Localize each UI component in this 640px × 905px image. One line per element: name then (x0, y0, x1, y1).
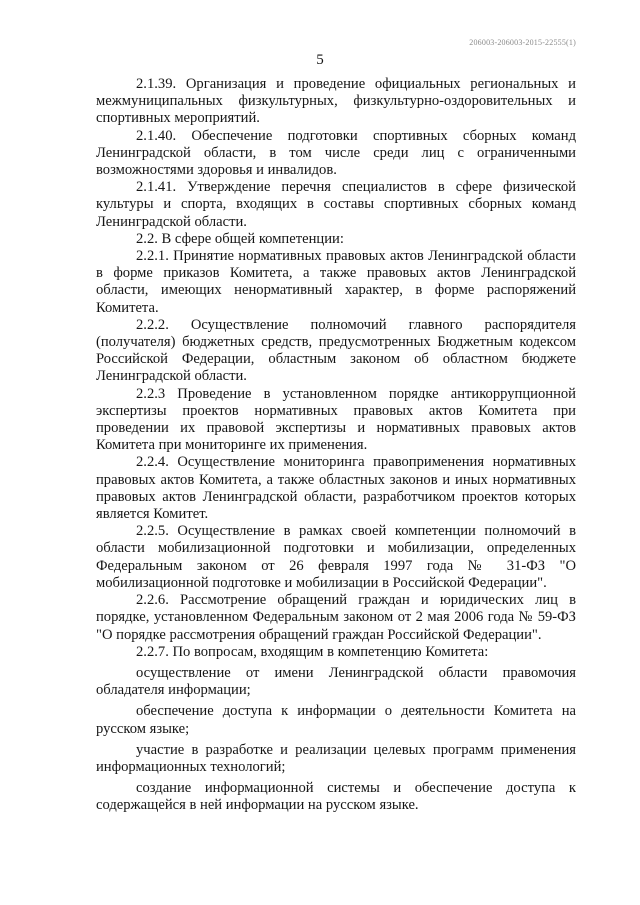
paragraph-2-2-5: 2.2.5. Осуществление в рамках своей компетенции полномочий в области мобилизационной подготовки и мобилизации, определенных Федеральным законом от 26 февраля 1997 года № 31-ФЗ "О мобилизационной подготовке и мобилизации в Российской Федерации". (96, 523, 576, 591)
paragraph-2-2-7: 2.2.7. По вопросам, входящим в компетенцию Комитета: (136, 643, 489, 660)
paragraph-2-1-39: 2.1.39. Организация и проведение официальных региональных и межмуниципальных физкультурных, физкультурно-оздоровительных и спортивных мероприятий. (96, 76, 576, 127)
list-item: создание информационной системы и обеспечение доступа к содержащейся в ней информации на русском языке. (96, 780, 576, 814)
paragraph-2-1-40: 2.1.40. Обеспечение подготовки спортивных сборных команд Ленинградской области, в том числе среди лиц с ограниченными возможностями здоровья и инвалидов. (96, 127, 576, 179)
list-item: обеспечение доступа к информации о деятельности Комитета на русском языке; (96, 703, 576, 737)
document-body (96, 76, 576, 817)
document-code: 206003-206003-2015-22555(1) (469, 38, 576, 47)
page-number: 5 (316, 52, 324, 68)
paragraph-2-2-4: 2.2.4. Осуществление мониторинга правоприменения нормативных правовых актов Комитета, а также областных законов и иных нормативных правовых актов Ленинградской области, разработчиком проектов которых является Комитет. (96, 454, 576, 523)
paragraph-2-2-2: 2.2.2. Осуществление полномочий главного распорядителя (получателя) бюджетных средств, предусмотренных Бюджетным кодексом Российской Федерации, областным законом об областном бюджете Ленинградской области. (96, 316, 576, 385)
paragraph-2-2-1: 2.2.1. Принятие нормативных правовых актов Ленинградской области в форме приказов Комитета, а также правовых актов Ленинградской области, имеющих ненормативный характер, в форме распоряжений Комитета. (96, 248, 576, 316)
list-item: участие в разработке и реализации целевых программ применения информационных технологий; (96, 741, 576, 775)
paragraph-2-2-3: 2.2.3 Проведение в установленном порядке антикоррупционной экспертизы проектов нормативных правовых актов Комитета при проведении их правовой экспертизы и нормативных правовых актов Комитета при мониторинге их применения. (96, 385, 576, 454)
paragraph-2-2-6: 2.2.6. Рассмотрение обращений граждан и юридических лиц в порядке, установленном Федеральным законом от 2 мая 2006 года № 59-ФЗ "О порядке рассмотрения обращений граждан Российской Федерации". (96, 592, 576, 643)
paragraph-2-1-41: 2.1.41. Утверждение перечня специалистов в сфере физической культуры и спорта, входящих в составы спортивных сборных команд Ленинградской области. (96, 179, 576, 230)
paragraph-2-2: 2.2. В сфере общей компетенции: (136, 230, 344, 247)
list-item: осуществление от имени Ленинградской области правомочия обладателя информации; (96, 664, 576, 699)
